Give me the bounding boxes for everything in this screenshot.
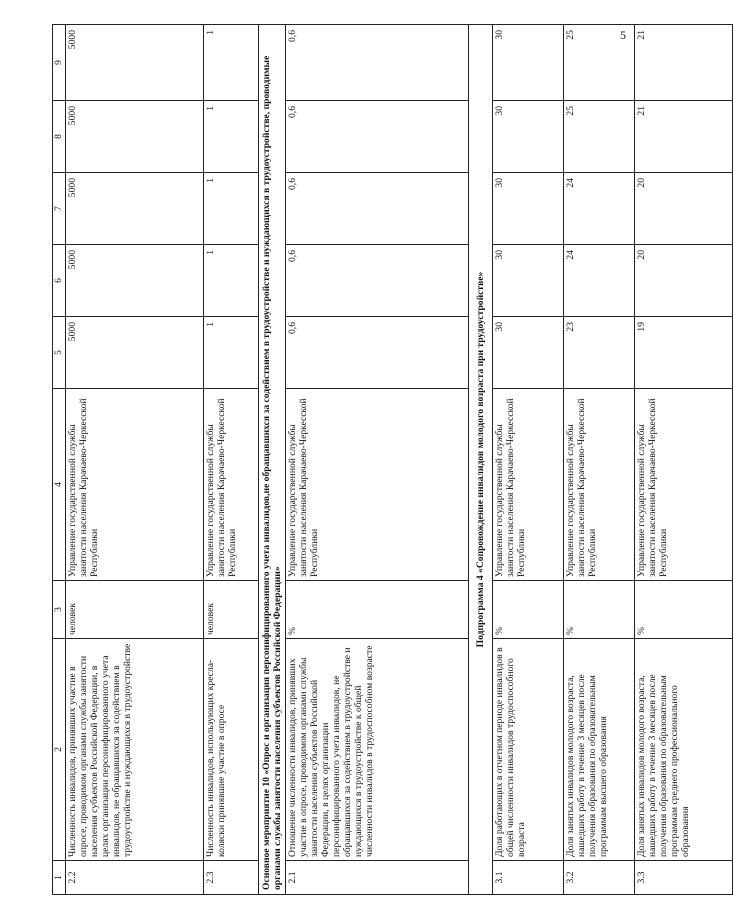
row-number: 3.1 (493, 861, 564, 895)
row-number: 2.1 (286, 861, 469, 895)
col-header: 5 (53, 317, 66, 389)
column-number-row (53, 25, 66, 895)
value-cell: 21 (635, 101, 733, 173)
indicator-name: Доля работающих в отчетном периоде инвалидов в общей численности инвалидов трудоспособного возраста (493, 639, 564, 861)
value-cell: 21 (635, 25, 733, 101)
value-cell: 0,6 (286, 173, 469, 245)
indicators-table (52, 24, 733, 895)
value-cell: 30 (493, 245, 564, 317)
value-cell: 1 (204, 317, 259, 389)
value-cell: 30 (493, 173, 564, 245)
value-cell: 0,6 (286, 317, 469, 389)
subprogram-title: Подпрограмма 4 «Сопровождение инвалидов молодого возраста при трудоустройстве» (469, 25, 493, 895)
value-cell: 1 (204, 101, 259, 173)
unit: % (635, 581, 733, 639)
unit: % (286, 581, 469, 639)
rotated-table-wrapper (52, 25, 691, 895)
value-cell: 0,6 (286, 245, 469, 317)
responsible: Управление государственной службы занятости населения Карачаево-Черкесской Республики (564, 389, 635, 581)
unit: человек (66, 581, 204, 639)
value-cell: 1 (204, 245, 259, 317)
value-cell: 1 (204, 25, 259, 101)
value-cell: 30 (493, 101, 564, 173)
col-header: 7 (53, 173, 66, 245)
table-row (635, 25, 733, 895)
value-cell: 19 (635, 317, 733, 389)
value-cell: 30 (493, 317, 564, 389)
col-header: 9 (53, 25, 66, 101)
value-cell: 5000 (66, 101, 204, 173)
responsible: Управление государственной службы занятости населения Карачаево-Черкесской Республики (204, 389, 259, 581)
value-cell: 24 (564, 245, 635, 317)
value-cell: 5000 (66, 173, 204, 245)
responsible: Управление государственной службы занятости населения Карачаево-Черкесской Республики (66, 389, 204, 581)
value-cell: 5000 (66, 317, 204, 389)
table-row (204, 25, 259, 895)
row-number: 3.3 (635, 861, 733, 895)
row-number: 3.2 (564, 861, 635, 895)
col-header: 6 (53, 245, 66, 317)
col-header: 1 (53, 861, 66, 895)
section-title: Основное мероприятие 10 «Опрос и организация персонифицированного учета инвалидов,не обращавшихся за содействием в трудоустройстве и нуждающихся в трудоустройстве, проводимые органами службы занятости населения субъектов Российской Федерации» (259, 25, 286, 895)
col-header: 8 (53, 101, 66, 173)
indicator-name: Численность инвалидов, использующих кресла-коляски принявшие участие в опросе (204, 639, 259, 861)
page-number: 5 (620, 28, 626, 42)
table-row (564, 25, 635, 895)
value-cell: 1 (204, 173, 259, 245)
indicator-name: Численность инвалидов, принявших участие в опросе, проводимом органами службы занятости населения субъектов Российской Федерации, в целях организации персонифицированного учета инвалидов, не обращавшихся за содействием в трудоустройстве и нуждающихся в трудоустройстве (66, 639, 204, 861)
table-row (286, 25, 469, 895)
value-cell: 5000 (66, 245, 204, 317)
row-number: 2.2 (66, 861, 204, 895)
unit: % (493, 581, 564, 639)
responsible: Управление государственной службы занятости населения Карачаево-Черкесской Республики (493, 389, 564, 581)
indicator-name: Доля занятых инвалидов молодого возраста, нашедших работу в течение 3 месяцев после получения образования по образовательным программам среднего профессионального образования (635, 639, 733, 861)
value-cell: 24 (564, 173, 635, 245)
value-cell: 20 (635, 245, 733, 317)
unit: % (564, 581, 635, 639)
value-cell: 20 (635, 173, 733, 245)
subprogram-row (469, 25, 493, 895)
table-row (493, 25, 564, 895)
col-header: 2 (53, 639, 66, 861)
value-cell: 0,6 (286, 25, 469, 101)
value-cell: 30 (493, 25, 564, 101)
value-cell: 23 (564, 317, 635, 389)
unit: человек (204, 581, 259, 639)
col-header: 4 (53, 389, 66, 581)
indicator-name: Отношение численности инвалидов, принявших участие в опросе, проводимом органами службы занятости населения субъектов Российской Федерации, в целях организации персонифицированного учета инвалидов, не обращавшихся за содействием в трудоустройстве и нуждающихся в трудоустройстве к общей численности инвалидов в трудоспособном возрасте (286, 639, 469, 861)
table-row (66, 25, 204, 895)
value-cell: 25 (564, 25, 635, 101)
responsible: Управление государственной службы занятости населения Карачаево-Черкесской Республики (286, 389, 469, 581)
value-cell: 5000 (66, 25, 204, 101)
row-number: 2.3 (204, 861, 259, 895)
value-cell: 25 (564, 101, 635, 173)
section-row (259, 25, 286, 895)
value-cell: 0,6 (286, 101, 469, 173)
col-header: 3 (53, 581, 66, 639)
indicator-name: Доля занятых инвалидов молодого возраста, нашедших работу в течение 3 месяцев после получения образования по образовательным программам высшего образования (564, 639, 635, 861)
responsible: Управление государственной службы занятости населения Карачаево-Черкесской Республики (635, 389, 733, 581)
